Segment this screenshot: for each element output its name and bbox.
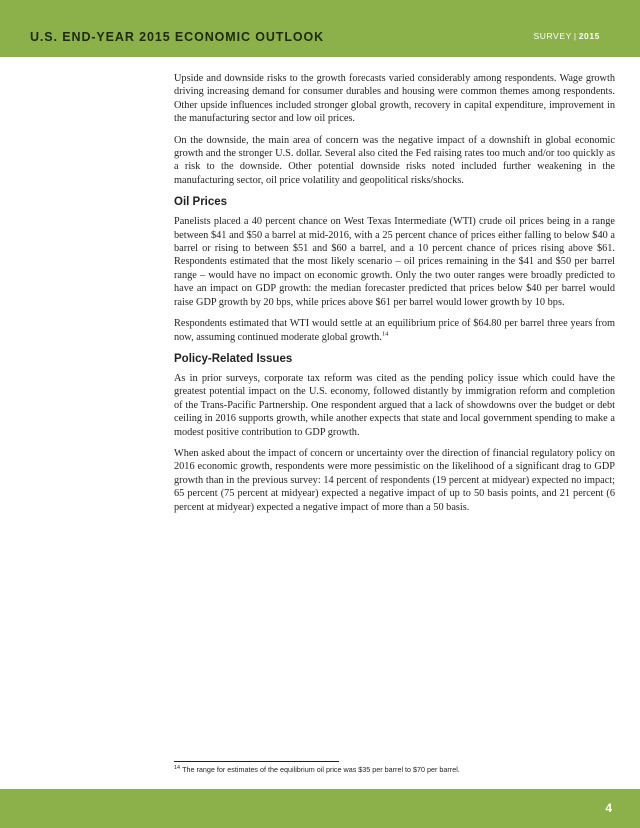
survey-word: SURVEY xyxy=(533,31,572,41)
footnote-number: 14 xyxy=(174,764,181,771)
heading-oil-prices: Oil Prices xyxy=(174,196,228,209)
footnote-divider xyxy=(174,761,339,762)
footnote-reference: 14 xyxy=(381,330,389,338)
paragraph-financial-regulation: When asked about the impact of concern or uncertainty over the direction of financial regulatory policy on 2016 economic growth, respondents were more pessimistic on the likelihood of a significant drag to GDP growth than in the previous survey: 14 percent of respondents (19 percent at midyear) expected no impact; 65 percent (75 percent at midyear) expected a negative impact of up to 50 basis points, and 21 percent (6 percent at midyear) expected a negative impact of more than a 50 basis. xyxy=(174,447,615,513)
survey-label xyxy=(533,31,600,41)
paragraph-downside-concerns: On the downside, the main area of concern was the negative impact of a downshift in global economic growth and the stronger U.S. dollar. Several also cited the Fed raising rates too much and/or too quickly as a risk to the downside. Other potential downside risks noted included further weakening in the manufacturing sector, oil price volatility and geopolitical risks/shocks. xyxy=(174,134,615,186)
wti-equilibrium-text: Respondents estimated that WTI would settle at an equilibrium price of $64.80 per barrel three years from now, assuming continued moderate global growth. xyxy=(174,318,615,343)
footnote xyxy=(174,765,615,775)
header-separator: | xyxy=(573,31,577,41)
survey-year: 2015 xyxy=(578,31,600,41)
report-title: U.S. END-YEAR 2015 ECONOMIC OUTLOOK xyxy=(30,30,325,44)
footer-band xyxy=(0,789,640,828)
heading-policy-related-issues: Policy-Related Issues xyxy=(174,352,293,365)
paragraph-oil-price-ranges: Panelists placed a 40 percent chance on West Texas Intermediate (WTI) crude oil prices being in a range between $41 and $50 a barrel at mid-2016, with a 25 percent chance of prices either falling to below $40 a barrel or rising to between $51 and $60 a barrel, and a 10 percent chance of prices rising above $61. Respondents estimated that the most likely scenario – oil prices remaining in the $41 and $50 per barrel range – would have no impact on economic growth. Only the two outer ranges were broadly predicted to have an impact on GDP growth: the median forecaster predicted that prices below $40 per barrel would raise GDP growth by 20 bps, while prices above $61 per barrel would lower growth by 10 bps. xyxy=(174,216,615,308)
page-number: 4 xyxy=(605,801,612,815)
main-content xyxy=(174,72,615,522)
footnote-text: The range for estimates of the equilibrium oil price was $35 per barrel to $70 per barrel. xyxy=(182,765,460,774)
paragraph-upside-downside-risks: Upside and downside risks to the growth forecasts varied considerably among respondents. Wage growth driving increasing demand for consumer durables and housing were common themes among respondents. Other upside influences included stronger global growth, recovery in capital expenditure, improvement in the manufacturing sector and low oil prices. xyxy=(174,73,615,125)
paragraph-wti-equilibrium xyxy=(174,317,615,344)
paragraph-tax-reform: As in prior surveys, corporate tax reform was cited as the pending policy issue which could have the greatest potential impact on the U.S. economy, followed distantly by immigration reform and completion of the Trans-Pacific Partnership. One respondent argued that a lack of showdowns over the budget or debt ceiling in 2016 supports growth, while another expects that state and local government spending to make a modest positive contribution to GDP growth. xyxy=(174,372,615,438)
header-band xyxy=(0,0,640,57)
